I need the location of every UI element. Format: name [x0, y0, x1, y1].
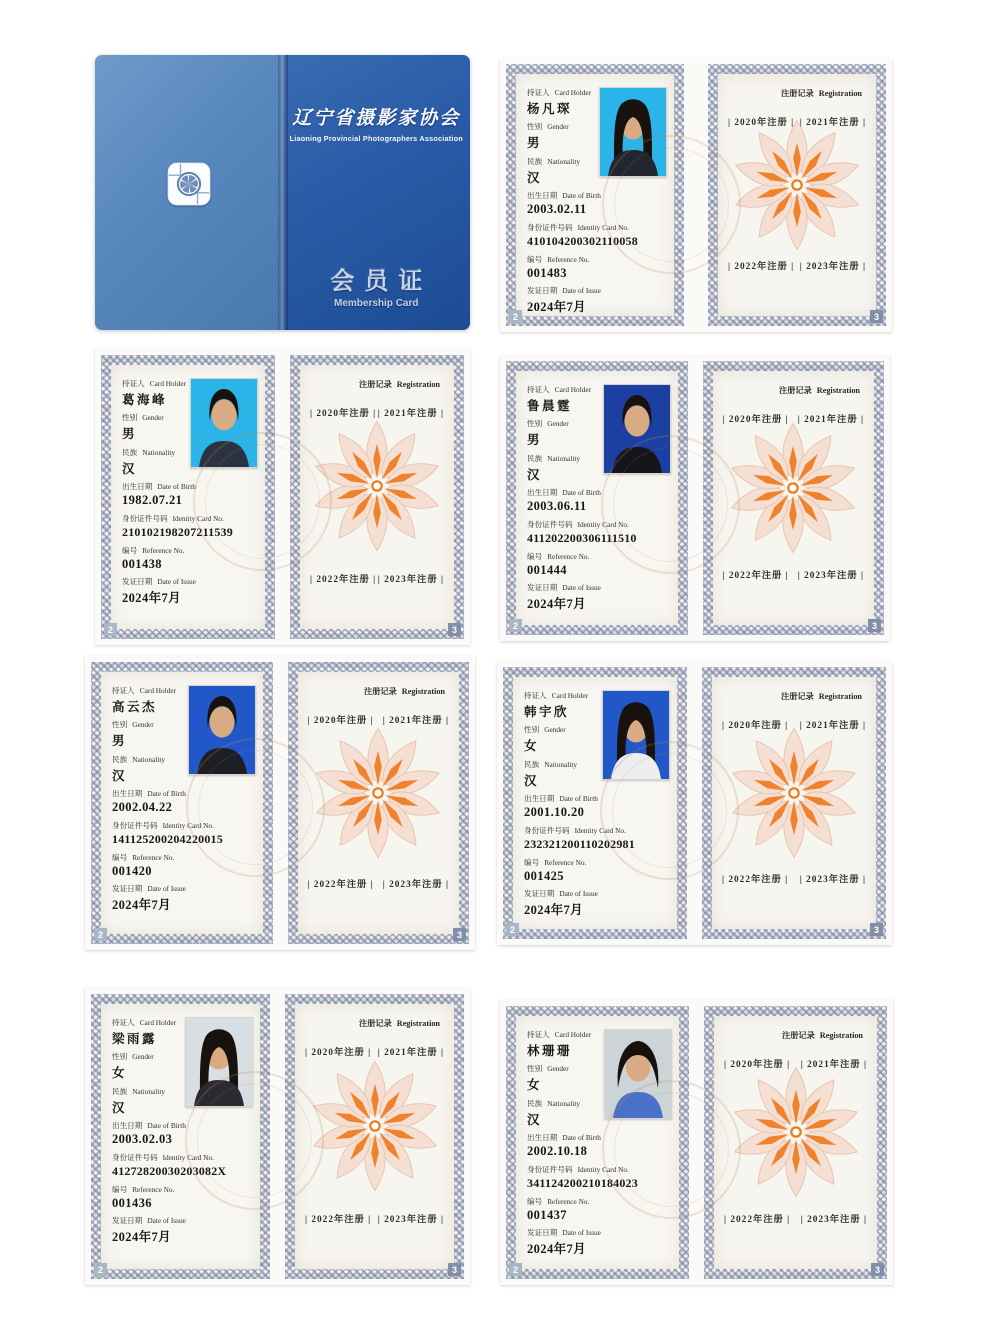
- nationality-value: 汉: [524, 773, 537, 788]
- dob-label: 出生日期 Date of Birth: [122, 482, 196, 492]
- reg-2021-slot: | 2021年注册 |: [797, 415, 864, 425]
- card-holder-name: 鲁晨霆: [527, 398, 573, 413]
- membership-card-spread: [85, 988, 470, 1285]
- reg-2022-slot: | 2022年注册 |: [722, 875, 789, 885]
- registration-title: 注册记录 Registration: [781, 89, 862, 98]
- reference-number: 001438: [122, 556, 162, 571]
- card-holder-page: [95, 349, 281, 645]
- dob-label: 出生日期 Date of Birth: [112, 789, 186, 799]
- reference-label: 编号 Reference No.: [527, 551, 590, 561]
- page-number-3: 3: [871, 1263, 884, 1276]
- card-holder-label: 持证人 Card Holder: [112, 1017, 177, 1027]
- reference-label: 编号 Reference No.: [527, 1196, 590, 1206]
- reference-number: 001437: [527, 1207, 567, 1222]
- reference-label: 编号 Reference No.: [112, 1184, 175, 1194]
- registration-page: [282, 656, 476, 950]
- ornamental-border: [288, 662, 470, 944]
- page-number-2: 2: [94, 1263, 107, 1276]
- issue-date-label: 发证日期 Date of Issue: [527, 583, 601, 593]
- id-number: 410104200302110058: [527, 233, 638, 248]
- issue-date-value: 2024年7月: [112, 898, 172, 913]
- id-number: 232321200110202981: [524, 836, 635, 851]
- ornamental-border: [101, 355, 275, 639]
- id-label: 身份证件号码 Identity Card No.: [527, 222, 629, 232]
- card-holder-name: 杨凡琛: [527, 101, 573, 116]
- registration-page: [696, 661, 892, 945]
- page-number-3: 3: [448, 1263, 461, 1276]
- page-number-2: 2: [509, 619, 522, 632]
- card-holder-page: [500, 58, 690, 332]
- card-holder-page: [85, 656, 279, 950]
- ornamental-border: [503, 667, 687, 939]
- gender-label: 性别 Gender: [112, 720, 154, 730]
- guilloche-flower-ornament: [309, 724, 447, 862]
- dob-value: 2003.02.11: [527, 202, 587, 217]
- card-holder-label: 持证人 Card Holder: [524, 690, 589, 700]
- ornamental-border: [91, 662, 273, 944]
- registration-page: [279, 988, 470, 1285]
- cover-front-panel: [283, 55, 471, 330]
- association-name-en: Liaoning Provincial Photographers Association: [289, 134, 463, 143]
- page-number-2: 2: [506, 923, 519, 936]
- reg-2020-slot: | 2020年注册 |: [722, 721, 789, 731]
- card-holder-page: [497, 661, 693, 945]
- guilloche-flower-ornament: [308, 417, 446, 555]
- membership-card-spread: [500, 355, 890, 641]
- reg-2020-slot: | 2020年注册 |: [722, 415, 789, 425]
- issue-date-label: 发证日期 Date of Issue: [527, 1228, 601, 1238]
- reg-2023-slot: | 2023年注册 |: [382, 880, 449, 890]
- dob-label: 出生日期 Date of Birth: [527, 1133, 601, 1143]
- page-number-2: 2: [104, 623, 117, 636]
- page-number-3: 3: [453, 928, 466, 941]
- nationality-label: 民族 Nationality: [527, 453, 581, 463]
- gender-value: 男: [527, 136, 540, 151]
- registration-title: 注册记录 Registration: [779, 386, 860, 395]
- issue-date-label: 发证日期 Date of Issue: [112, 884, 186, 894]
- association-logo: [166, 161, 212, 207]
- gender-value: 男: [112, 734, 125, 749]
- registration-title: 注册记录 Registration: [359, 380, 440, 389]
- card-holder-page: [500, 1000, 695, 1285]
- ornamental-border: [285, 994, 464, 1279]
- membership-card-spread: [497, 661, 892, 945]
- issue-date-label: 发证日期 Date of Issue: [112, 1216, 186, 1226]
- card-holder-name: 韩宇欣: [524, 704, 570, 719]
- issue-date-value: 2024年7月: [112, 1230, 172, 1245]
- nationality-value: 汉: [122, 461, 135, 476]
- nationality-label: 民族 Nationality: [122, 447, 176, 457]
- card-holder-page: [500, 355, 694, 641]
- dob-value: 2001.10.20: [524, 805, 585, 820]
- card-holder-label: 持证人 Card Holder: [122, 378, 187, 388]
- issue-date-label: 发证日期 Date of Issue: [122, 577, 196, 587]
- registration-page: [284, 349, 470, 645]
- id-label: 身份证件号码 Identity Card No.: [112, 1152, 214, 1162]
- association-name-zh: 辽宁省摄影家协会: [292, 108, 461, 129]
- registration-title: 注册记录 Registration: [359, 1019, 440, 1028]
- reg-2023-slot: | 2023年注册 |: [797, 571, 864, 581]
- reference-number: 001420: [112, 863, 152, 878]
- issue-date-value: 2024年7月: [524, 903, 584, 918]
- page-number-3: 3: [870, 923, 883, 936]
- issue-date-label: 发证日期 Date of Issue: [527, 286, 601, 296]
- reference-number: 001425: [524, 868, 564, 883]
- gender-label: 性别 Gender: [527, 122, 569, 132]
- page-number-2: 2: [509, 310, 522, 323]
- reg-2022-slot: | 2022年注册 |: [310, 575, 377, 585]
- gender-label: 性别 Gender: [527, 419, 569, 429]
- reg-2020-slot: | 2020年注册 |: [728, 118, 795, 128]
- reg-2023-slot: | 2023年注册 |: [799, 875, 866, 885]
- gender-value: 女: [524, 739, 537, 754]
- reference-number: 001483: [527, 265, 567, 280]
- gender-label: 性别 Gender: [112, 1052, 154, 1062]
- id-label: 身份证件号码 Identity Card No.: [122, 513, 224, 523]
- membership-card-spread: [500, 58, 892, 332]
- issue-date-value: 2024年7月: [527, 1242, 587, 1257]
- membership-card-spread: [500, 1000, 893, 1285]
- card-holder-label: 持证人 Card Holder: [527, 87, 592, 97]
- reference-number: 001436: [112, 1195, 152, 1210]
- reference-label: 编号 Reference No.: [524, 857, 587, 867]
- registration-title: 注册记录 Registration: [782, 1031, 863, 1040]
- gender-value: 男: [527, 433, 540, 448]
- registration-page: [697, 355, 891, 641]
- membership-card-spread: [95, 349, 470, 645]
- issue-date-value: 2024年7月: [527, 597, 587, 612]
- ornamental-border: [704, 1006, 887, 1279]
- nationality-label: 民族 Nationality: [524, 759, 578, 769]
- reg-2023-slot: | 2023年注册 |: [799, 262, 866, 272]
- camera-aperture-icon: [166, 161, 212, 207]
- issue-date-value: 2024年7月: [527, 300, 587, 315]
- nationality-value: 汉: [527, 467, 540, 482]
- reference-label: 编号 Reference No.: [122, 545, 185, 555]
- guilloche-flower-ornament: [724, 419, 862, 557]
- ornamental-border: [506, 1006, 689, 1279]
- card-holder-label: 持证人 Card Holder: [527, 1029, 592, 1039]
- reg-2021-slot: | 2021年注册 |: [800, 1060, 867, 1070]
- nationality-label: 民族 Nationality: [527, 156, 581, 166]
- issue-date-value: 2024年7月: [122, 591, 182, 606]
- id-number: 41272820030203082X: [112, 1163, 227, 1178]
- ornamental-border: [703, 361, 885, 635]
- card-holder-name: 葛海峰: [122, 392, 168, 407]
- dob-label: 出生日期 Date of Birth: [527, 191, 601, 201]
- issue-date-label: 发证日期 Date of Issue: [524, 889, 598, 899]
- ornamental-border: [506, 361, 688, 635]
- page-number-2: 2: [94, 928, 107, 941]
- reference-number: 001444: [527, 562, 567, 577]
- reg-2022-slot: | 2022年注册 |: [307, 880, 374, 890]
- dob-label: 出生日期 Date of Birth: [524, 794, 598, 804]
- card-holder-page: [85, 988, 276, 1285]
- dob-value: 2002.04.22: [112, 800, 173, 815]
- id-number: 341124200210184023: [527, 1175, 638, 1190]
- registration-page: [698, 1000, 893, 1285]
- nationality-label: 民族 Nationality: [112, 1086, 166, 1096]
- guilloche-flower-ornament: [727, 1063, 865, 1201]
- reg-2021-slot: | 2021年注册 |: [799, 118, 866, 128]
- dob-value: 2003.02.03: [112, 1132, 173, 1147]
- membership-card-title-en: Membership Card: [334, 298, 419, 309]
- reg-2023-slot: | 2023年注册 |: [377, 1215, 444, 1225]
- id-label: 身份证件号码 Identity Card No.: [524, 825, 626, 835]
- ornamental-border: [708, 64, 886, 326]
- gender-label: 性别 Gender: [524, 725, 566, 735]
- dob-value: 2002.10.18: [527, 1144, 588, 1159]
- nationality-value: 汉: [527, 1112, 540, 1127]
- ornamental-border: [506, 64, 684, 326]
- id-label: 身份证件号码 Identity Card No.: [527, 1164, 629, 1174]
- page-number-2: 2: [509, 1263, 522, 1276]
- reg-2021-slot: | 2021年注册 |: [799, 721, 866, 731]
- dob-value: 1982.07.21: [122, 493, 183, 508]
- reference-label: 编号 Reference No.: [112, 852, 175, 862]
- membership-card-cover: [95, 55, 470, 330]
- registration-page: [702, 58, 892, 332]
- reg-2023-slot: | 2023年注册 |: [800, 1215, 867, 1225]
- card-holder-label: 持证人 Card Holder: [112, 685, 177, 695]
- reg-2022-slot: | 2022年注册 |: [728, 262, 795, 272]
- dob-value: 2003.06.11: [527, 499, 587, 514]
- id-label: 身份证件号码 Identity Card No.: [527, 519, 629, 529]
- ornamental-border: [290, 355, 464, 639]
- card-holder-name: 高云杰: [112, 699, 158, 714]
- cover-back-panel: [95, 55, 283, 330]
- card-holder-label: 持证人 Card Holder: [527, 384, 592, 394]
- dob-label: 出生日期 Date of Birth: [527, 488, 601, 498]
- membership-card-spread: [85, 656, 475, 950]
- nationality-value: 汉: [112, 768, 125, 783]
- reg-2020-slot: | 2020年注册 |: [307, 716, 374, 726]
- registration-title: 注册记录 Registration: [364, 687, 445, 696]
- gender-label: 性别 Gender: [122, 413, 164, 423]
- reg-2020-slot: | 2020年注册 |: [305, 1048, 372, 1058]
- card-holder-name: 林珊珊: [527, 1043, 573, 1058]
- page-number-3: 3: [870, 310, 883, 323]
- reg-2023-slot: | 2023年注册 |: [377, 575, 444, 585]
- cover-fold-line: [278, 55, 288, 330]
- id-label: 身份证件号码 Identity Card No.: [112, 820, 214, 830]
- reg-2022-slot: | 2022年注册 |: [722, 571, 789, 581]
- nationality-value: 汉: [112, 1100, 125, 1115]
- id-number: 210102198207211539: [122, 524, 233, 539]
- ornamental-border: [91, 994, 270, 1279]
- reg-2020-slot: | 2020年注册 |: [310, 409, 377, 419]
- nationality-label: 民族 Nationality: [112, 754, 166, 764]
- gender-label: 性别 Gender: [527, 1064, 569, 1074]
- guilloche-flower-ornament: [725, 724, 863, 862]
- card-holder-name: 梁雨露: [112, 1031, 158, 1046]
- reg-2022-slot: | 2022年注册 |: [724, 1215, 791, 1225]
- membership-card-title-zh: 会员证: [330, 269, 433, 295]
- reg-2021-slot: | 2021年注册 |: [377, 409, 444, 419]
- reg-2021-slot: | 2021年注册 |: [382, 716, 449, 726]
- page-number-3: 3: [868, 619, 881, 632]
- reg-2022-slot: | 2022年注册 |: [305, 1215, 372, 1225]
- ornamental-border: [702, 667, 886, 939]
- nationality-value: 汉: [527, 170, 540, 185]
- guilloche-flower-ornament: [306, 1057, 444, 1195]
- registration-title: 注册记录 Registration: [781, 692, 862, 701]
- nationality-label: 民族 Nationality: [527, 1098, 581, 1108]
- reg-2021-slot: | 2021年注册 |: [377, 1048, 444, 1058]
- id-number: 141125200204220015: [112, 831, 223, 846]
- id-number: 411202200306111510: [527, 530, 637, 545]
- gender-value: 男: [122, 427, 135, 442]
- reference-label: 编号 Reference No.: [527, 254, 590, 264]
- dob-label: 出生日期 Date of Birth: [112, 1121, 186, 1131]
- guilloche-flower-ornament: [728, 116, 866, 254]
- reg-2020-slot: | 2020年注册 |: [724, 1060, 791, 1070]
- gender-value: 女: [112, 1066, 125, 1081]
- gender-value: 女: [527, 1078, 540, 1093]
- page-number-3: 3: [448, 623, 461, 636]
